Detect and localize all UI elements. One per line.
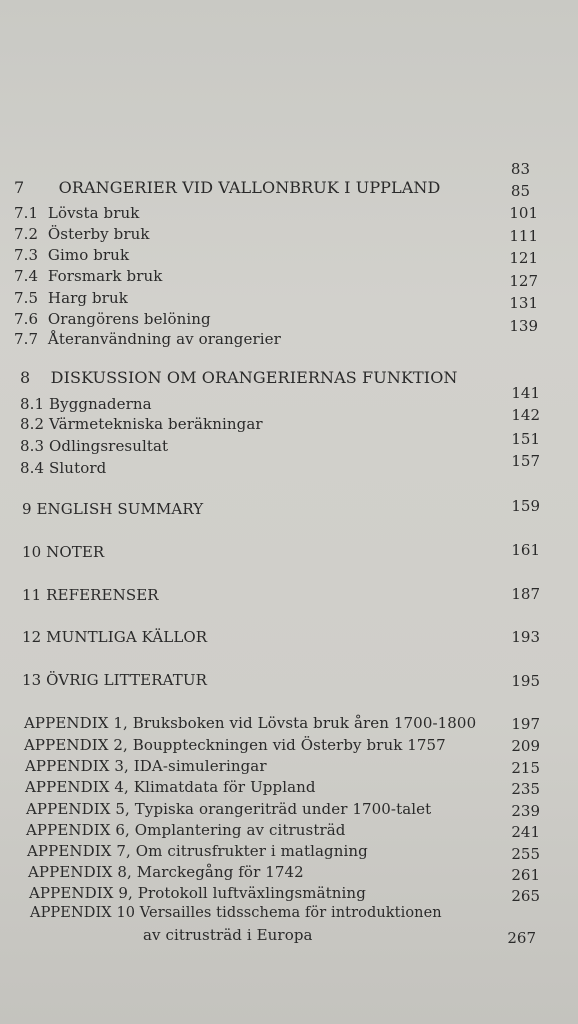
entry-title: Återanvändning av orangerier — [47, 330, 281, 348]
toc-page-number: 261 — [511, 866, 540, 884]
toc-page-number: 241 — [511, 823, 540, 841]
toc-page-number: 121 — [509, 249, 538, 267]
toc-page-number: 142 — [511, 406, 540, 424]
toc-entry — [14, 289, 128, 307]
toc-chapter: 13 ÖVRIG LITTERATUR — [22, 671, 207, 689]
toc-page-number: 131 — [509, 294, 538, 312]
toc-appendix: APPENDIX 8, Marckegång för 1742 — [28, 863, 304, 881]
toc-page-number: 267 — [507, 929, 536, 947]
entry-title: Byggnaderna — [49, 395, 152, 413]
section-number: 8 — [20, 368, 31, 387]
toc-page-number: 161 — [511, 541, 540, 559]
toc-appendix: APPENDIX 9, Protokoll luftväxlingsmätning — [29, 884, 366, 902]
section-number: 7 — [14, 178, 25, 197]
toc-page-number: 101 — [509, 204, 538, 222]
toc-entry — [14, 310, 211, 328]
entry-title: Österby bruk — [47, 225, 150, 243]
toc-page-number: 139 — [509, 317, 538, 335]
toc-page-number: 235 — [511, 780, 540, 798]
toc-page-number: 209 — [511, 737, 540, 755]
entry-title: Slutord — [49, 459, 107, 477]
toc-entry — [20, 459, 106, 477]
entry-number: 8.4 — [20, 459, 45, 477]
toc-page-number: 83 — [510, 160, 530, 178]
toc-chapter: 9 ENGLISH SUMMARY — [22, 500, 204, 518]
entry-number: 8.3 — [20, 437, 45, 455]
toc-chapter: 12 MUNTLIGA KÄLLOR — [22, 628, 208, 646]
entry-title: Harg bruk — [47, 289, 128, 307]
toc-section-heading — [14, 178, 440, 197]
entry-number: 7.7 — [14, 330, 39, 348]
toc-page-number: 265 — [511, 887, 540, 905]
entry-title: Odlingsresultat — [49, 437, 169, 455]
toc-appendix: APPENDIX 5, Typiska orangeriträd under 1700-talet — [26, 800, 432, 818]
toc-page-number: 187 — [511, 585, 540, 603]
entry-title: Forsmark bruk — [47, 267, 163, 285]
toc-entry — [14, 225, 150, 243]
entry-title: Gimo bruk — [47, 246, 130, 264]
toc-appendix-continuation: av citrusträd i Europa — [143, 926, 313, 944]
toc-page-number: 157 — [511, 452, 540, 470]
toc-chapter: 10 NOTER — [22, 543, 105, 561]
toc-page-number: 197 — [511, 715, 540, 733]
toc-page-number: 193 — [511, 628, 540, 646]
entry-title: Lövsta bruk — [47, 204, 140, 222]
section-title: DISKUSSION OM ORANGERIERNAS FUNKTION — [50, 368, 458, 387]
toc-page-number: 85 — [510, 182, 530, 200]
toc-appendix: APPENDIX 2, Bouppteckningen vid Österby bruk 1757 — [24, 736, 446, 754]
toc-entry — [14, 246, 129, 264]
toc-page-number: 151 — [511, 430, 540, 448]
toc-entry — [14, 204, 139, 222]
toc-appendix: APPENDIX 6, Omplantering av citrusträd — [26, 821, 346, 839]
toc-page-number: 239 — [511, 802, 540, 820]
toc-entry — [20, 437, 168, 455]
toc-page-number: 255 — [511, 845, 540, 863]
toc-page-number: 127 — [509, 272, 538, 290]
toc-page-number: 215 — [511, 759, 540, 777]
toc-page-number: 111 — [509, 227, 538, 245]
entry-number: 7.2 — [14, 225, 39, 243]
toc-section-heading — [20, 368, 458, 387]
entry-number: 7.3 — [14, 246, 39, 264]
entry-number: 7.5 — [14, 289, 39, 307]
toc-appendix: APPENDIX 10 Versailles tidsschema för introduktionen — [30, 905, 442, 921]
entry-number: 7.1 — [14, 204, 39, 222]
toc-page-number: 141 — [511, 384, 540, 402]
entry-title: Orangörens belöning — [47, 310, 211, 328]
toc-appendix: APPENDIX 1, Bruksboken vid Lövsta bruk åren 1700-1800 — [24, 714, 477, 732]
toc-page-number: 159 — [511, 497, 540, 515]
toc-appendix: APPENDIX 4, Klimatdata för Uppland — [25, 778, 316, 796]
toc-appendix: APPENDIX 3, IDA-simuleringar — [25, 757, 267, 775]
toc-entry — [20, 415, 263, 433]
section-title: ORANGERIER VID VALLONBRUK I UPPLAND — [58, 178, 441, 197]
toc-entry — [14, 267, 162, 285]
toc-appendix: APPENDIX 7, Om citrusfrukter i matlagning — [27, 842, 368, 860]
toc-page-number: 195 — [511, 672, 540, 690]
entry-number: 8.1 — [20, 395, 45, 413]
entry-number: 7.4 — [14, 267, 39, 285]
toc-entry — [14, 330, 281, 348]
entry-number: 8.2 — [20, 415, 45, 433]
toc-chapter: 11 REFERENSER — [22, 586, 159, 604]
toc-entry — [20, 395, 152, 413]
entry-number: 7.6 — [14, 310, 39, 328]
entry-title: Värmetekniska beräkningar — [49, 415, 263, 433]
